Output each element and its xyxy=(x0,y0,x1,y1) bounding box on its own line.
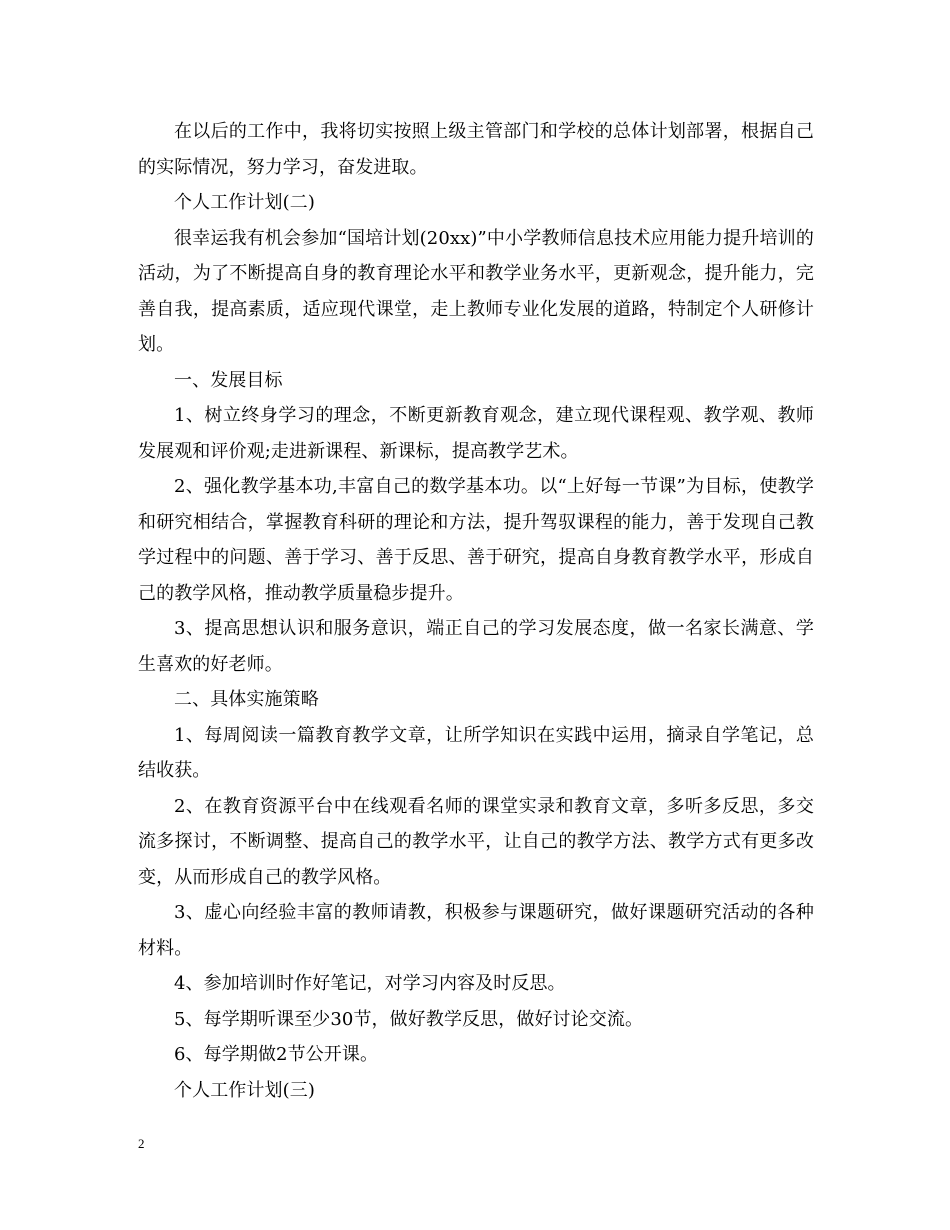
section-title-plan-3: 个人工作计划(三) xyxy=(174,1079,315,1101)
heading-development-goals: 一、发展目标 xyxy=(174,369,283,391)
heading-implementation-strategy: 二、具体实施策略 xyxy=(174,689,319,710)
goal-item-1: 1、树立终身学习的理念，不断更新教育观念，建立现代课程观、教学观、教师发展观和评价观;走进新课程、新课标，提高教学艺术。 xyxy=(138,405,814,462)
paragraph-plan-2-intro: 很幸运我有机会参加“国培计划(20xx)”中小学教师信息技术应用能力提升培训的活动，为了不断提高自身的教育理论水平和教学业务水平，更新观念，提升能力，完善自我，提高素质，适应现代课堂，走上教师专业化发展的道路，特制定个人研修计划。 xyxy=(138,227,814,355)
strategy-item-5: 5、每学期听课至少30节，做好教学反思，做好讨论交流。 xyxy=(174,1008,644,1030)
strategy-item-3: 3、虚心向经验丰富的教师请教，积极参与课题研究，做好课题研究活动的各种材料。 xyxy=(138,902,814,959)
paragraph-intro: 在以后的工作中，我将切实按照上级主管部门和学校的总体计划部署，根据自己的实际情况，努力学习，奋发进取。 xyxy=(138,121,814,178)
page-number: 2 xyxy=(138,1136,145,1151)
goal-item-3: 3、提高思想认识和服务意识，端正自己的学习发展态度，做一名家长满意、学生喜欢的好老师。 xyxy=(138,618,814,675)
strategy-item-1: 1、每周阅读一篇教育教学文章，让所学知识在实践中运用，摘录自学笔记，总结收获。 xyxy=(138,724,814,781)
goal-item-2: 2、强化教学基本功,丰富自己的数学基本功。以“上好每一节课”为目标，使教学和研究相结合，掌握教育科研的理论和方法，提升驾驭课程的能力，善于发现自己教学过程中的问题、善于学习、善于反思、善于研究，提高自身教育教学水平，形成自己的教学风格，推动教学质量稳步提升。 xyxy=(138,476,814,604)
strategy-item-2: 2、在教育资源平台中在线观看名师的课堂实录和教育文章，多听多反思，多交流多探讨，不断调整、提高自己的教学水平，让自己的教学方法、教学方式有更多改变，从而形成自己的教学风格。 xyxy=(138,795,814,888)
strategy-item-4: 4、参加培训时作好笔记，对学习内容及时反思。 xyxy=(174,973,566,994)
document-page xyxy=(138,114,814,1108)
section-title-plan-2: 个人工作计划(二) xyxy=(174,192,315,213)
strategy-item-6: 6、每学期做2节公开课。 xyxy=(174,1044,379,1065)
